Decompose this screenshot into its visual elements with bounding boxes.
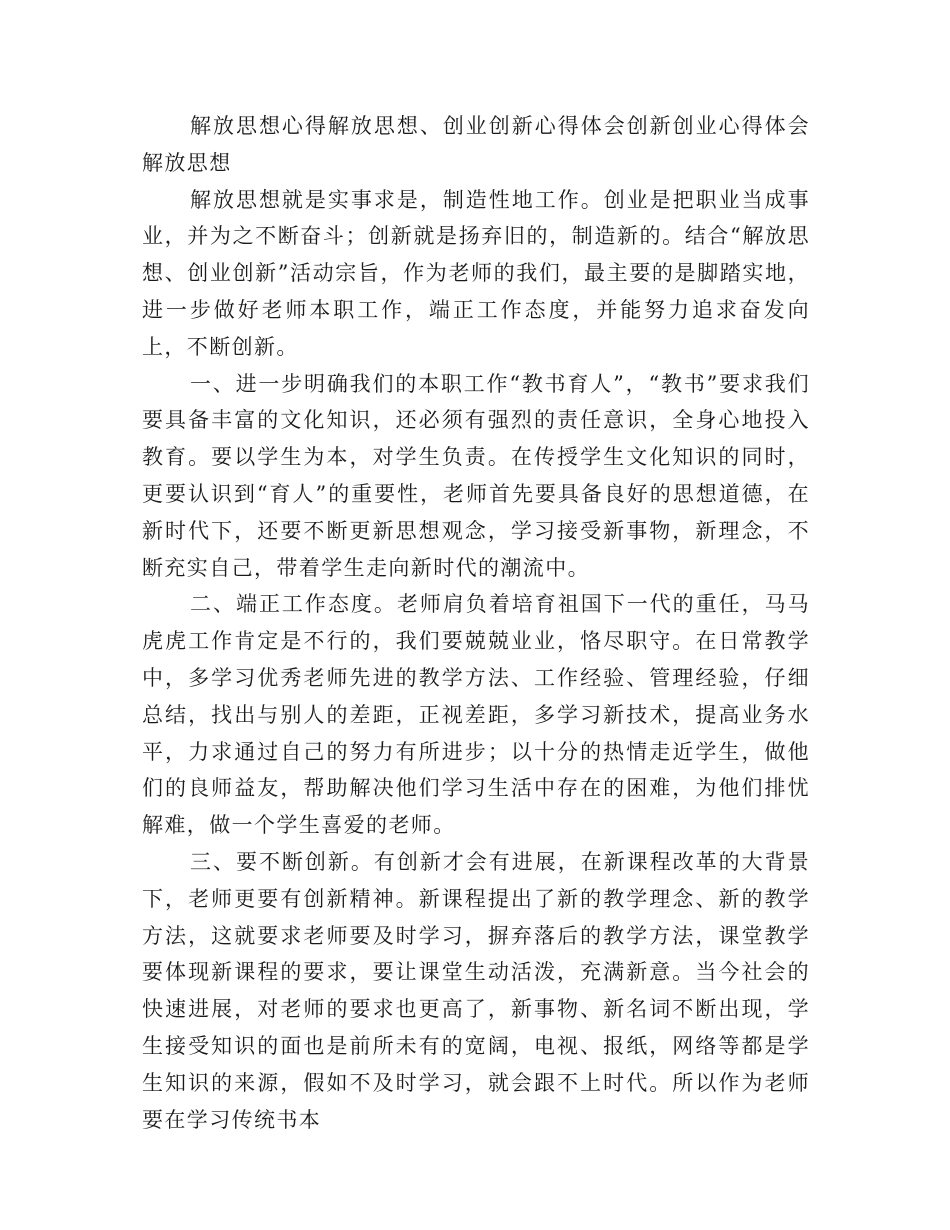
paragraph-point-two: 二、端正工作态度。老师肩负着培育祖国下一代的重任，马马虎虎工作肯定是不行的，我们要兢兢业业，恪尽职守。在日常教学中，多学习优秀老师先进的教学方法、工作经验、管理经验，仔细总结，找出与别人的差距，正视差距，多学习新技术，提高业务水平，力求通过自己的努力有所进步；以十分的热情走近学生，做他们的良师益友，帮助解决他们学习生活中存在的困难，为他们排忧解难，做一个学生喜爱的老师。 (142, 592, 810, 838)
document-body (142, 108, 810, 1138)
paragraph-intro: 解放思想就是实事求是，制造性地工作。创业是把职业当成事业，并为之不断奋斗；创新就是扬弃旧的，制造新的。结合“解放思想、创业创新”活动宗旨，作为老师的我们，最主要的是脚踏实地，进一步做好老师本职工作，端正工作态度，并能努力追求奋发向上，不断创新。 (142, 187, 810, 359)
document-title: 解放思想心得解放思想、创业创新心得体会创新创业心得体会解放思想 (142, 114, 810, 175)
paragraph-point-three: 三、要不断创新。有创新才会有进展，在新课程改革的大背景下，老师更要有创新精神。新课程提出了新的教学理念、新的教学方法，这就要求老师要及时学习，摒弃落后的教学方法，课堂教学要体现新课程的要求，要让课堂生动活泼，充满新意。当今社会的快速进展，对老师的要求也更高了，新事物、新名词不断出现，学生接受知识的面也是前所未有的宽阔，电视、报纸，网络等都是学生知识的来源，假如不及时学习，就会跟不上时代。所以作为老师要在学习传统书本 (142, 849, 810, 1132)
paragraph-point-one: 一、进一步明确我们的本职工作“教书育人”，“教书”要求我们要具备丰富的文化知识，还必须有强烈的责任意识，全身心地投入教育。要以学生为本，对学生负责。在传授学生文化知识的同时，更要认识到“育人”的重要性，老师首先要具备良好的思想道德，在新时代下，还要不断更新思想观念，学习接受新事物，新理念，不断充实自己，带着学生走向新时代的潮流中。 (142, 371, 810, 580)
